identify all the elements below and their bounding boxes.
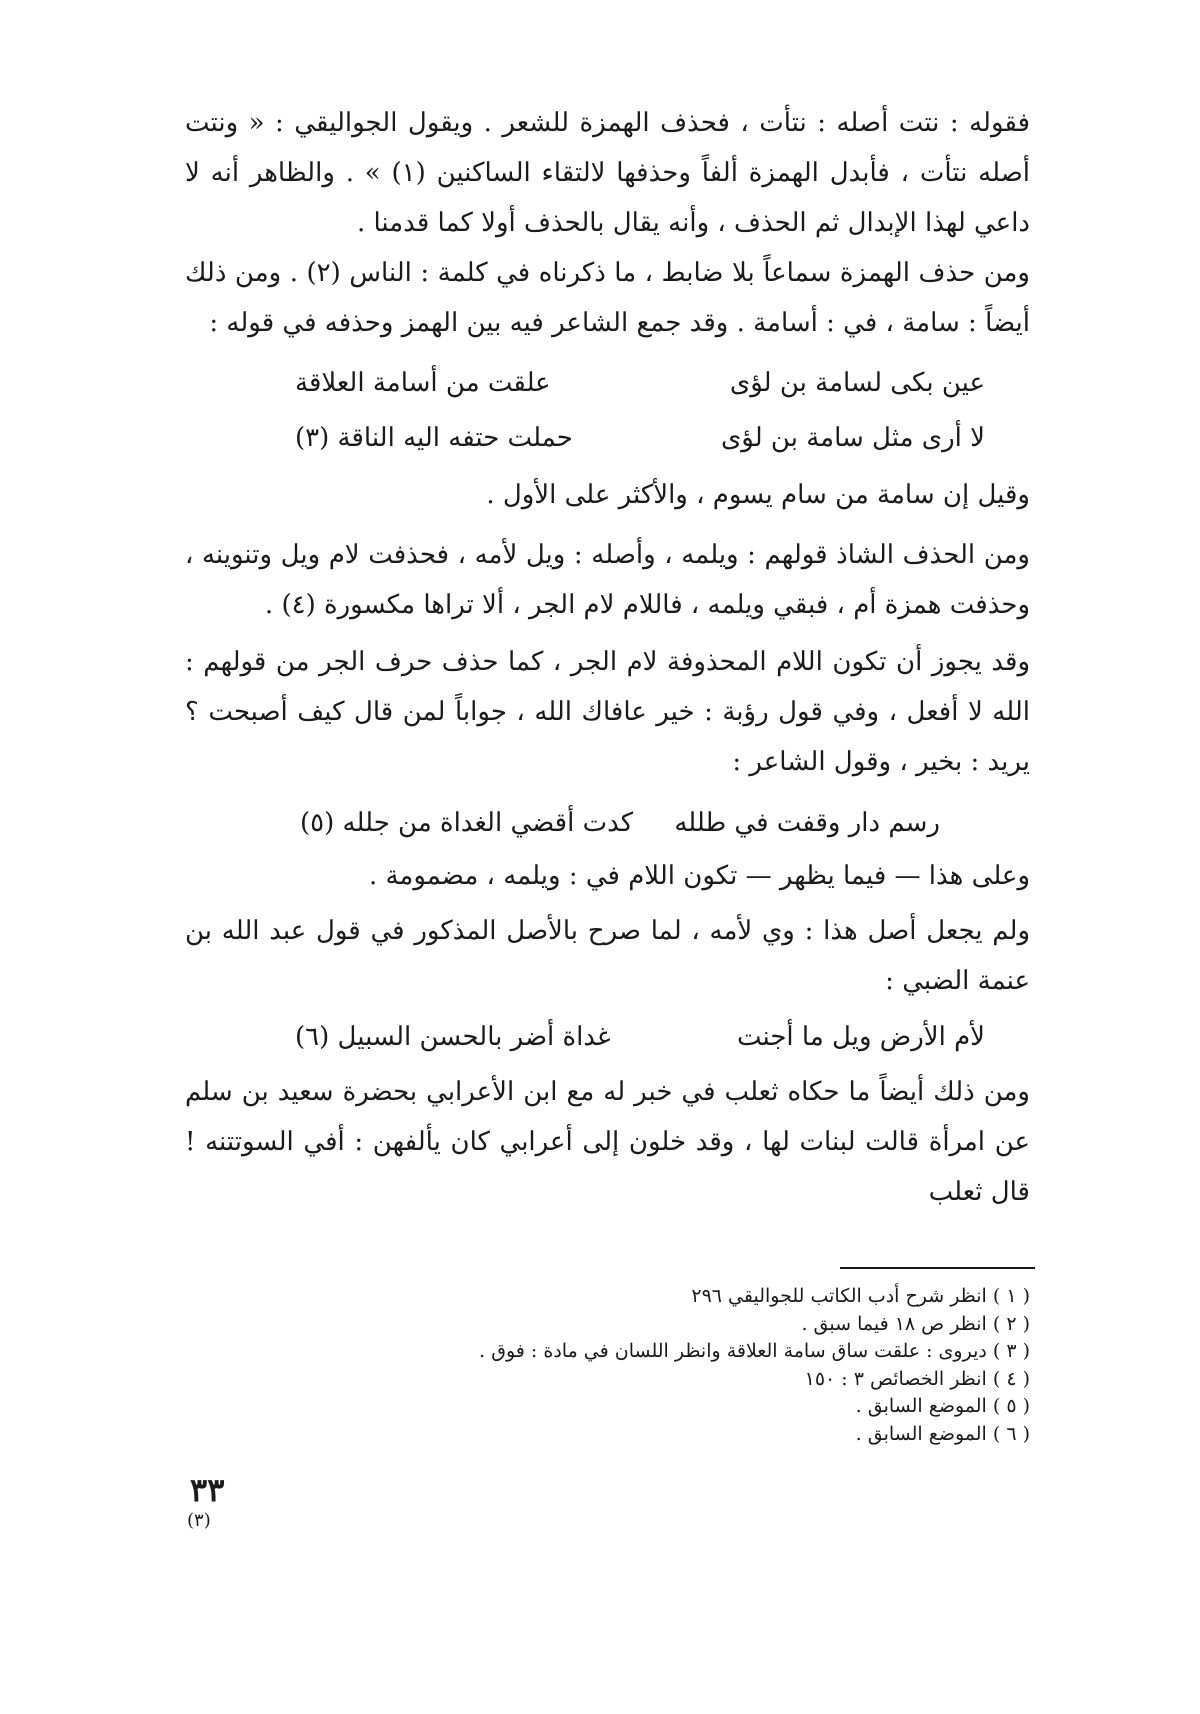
paragraph-1: فقوله : نتت أصله : نتأت ، فحذف الهمزة للشعر . ويقول الجواليقي : « ونتت أصله نتأت ، فأبدل الهمزة ألفاً وحذفها لالتقاء الساكنين (١) » . والظاهر أنه لا داعي لهذا الإبدال ثم الحذف ، وأنه يقال بالحذف أولا كما قدمنا . [185,108,1031,238]
verse-2-second-hemistich: حملت حتفه اليه الناقة (٣) [295,423,573,453]
verse-1-second-hemistich: علقت من أسامة العلاقة [295,368,551,398]
footnote-2: ( ٢ ) انظر ص ١٨ فيما سبق . [801,1312,1030,1335]
footnote-1: ( ١ ) انظر شرح أدب الكاتب للجواليقي ٢٩٦ [691,1285,1030,1307]
paragraph-7: ولم يجعل أصل هذا : وي لأمه ، لما صرح بالأصل المذكور في قول عبد الله بن عنمة الضبي : [185,916,1030,996]
verse-3-first-hemistich: رسم دار وقفت في طلله [674,808,940,838]
paragraph-4: ومن الحذف الشاذ قولهم : ويلمه ، وأصله : ويل لأمه ، فحذفت لام ويل وتنوينه ، وحذفت همزة أم ، فبقي ويلمه ، فاللام لام الجر ، ألا تراها مكسورة (٤) . [185,540,1030,620]
paragraph-2: ومن حذف الهمزة سماعاً بلا ضابط ، ما ذكرناه في كلمة : الناس (٢) . ومن ذلك أيضاً : سامة ، في : أسامة . وقد جمع الشاعر فيه بين الهمز وحذفه في قوله : [185,258,1030,338]
page-number: ٣٣ [190,1471,225,1509]
paragraph-3: وقيل إن سامة من سام يسوم ، والأكثر على الأول . [486,480,1030,510]
verse-3-second-hemistich: كدت أقضي الغداة من جلله (٥) [300,808,634,838]
footnotes [300,1283,1030,1448]
footnote-3: ( ٣ ) ديروى : علقت ساق سامة العلاقة وانظر اللسان في مادة : فوق . [479,1340,1030,1362]
footnote-6: ( ٦ ) الموضع السابق . [855,1422,1030,1445]
signature-mark: (٣) [187,1510,211,1531]
paragraph-6: وعلى هذا — فيما يظهر — تكون اللام في : ويلمه ، مضمومة . [368,861,1030,891]
footnote-4: ( ٤ ) انظر الخصائص ٣ : ١٥٠ [804,1367,1030,1390]
footnote-separator [840,1267,1035,1269]
paragraph-5: وقد يجوز أن تكون اللام المحذوفة لام الجر ، كما حذف حرف الجر من قولهم : الله لا أفعل ، وفي قول رؤبة : خير عافاك الله ، جواباً لمن قال كيف أصبحت ؟ يريد : بخير ، وقول الشاعر : [185,647,1030,777]
footnote-5: ( ٥ ) الموضع السابق . [855,1395,1030,1417]
verse-4-second-hemistich: غداة أضر بالحسن السبيل (٦) [295,1022,611,1052]
verse-2-first-hemistich: لا أرى مثل سامة بن لؤى [720,423,985,453]
verse-4-first-hemistich: لأم الأرض ويل ما أجنت [736,1022,985,1052]
paragraph-8: ومن ذلك أيضاً ما حكاه ثعلب في خبر له مع ابن الأعرابي بحضرة سعيد بن سلم عن امرأة قالت لبنات لها ، وقد خلون إلى أعرابي كان يألفهن : أفي السوتتنه ! قال ثعلب [185,1077,1030,1207]
verse-1-first-hemistich: عين بكى لسامة بن لؤى [729,368,985,398]
